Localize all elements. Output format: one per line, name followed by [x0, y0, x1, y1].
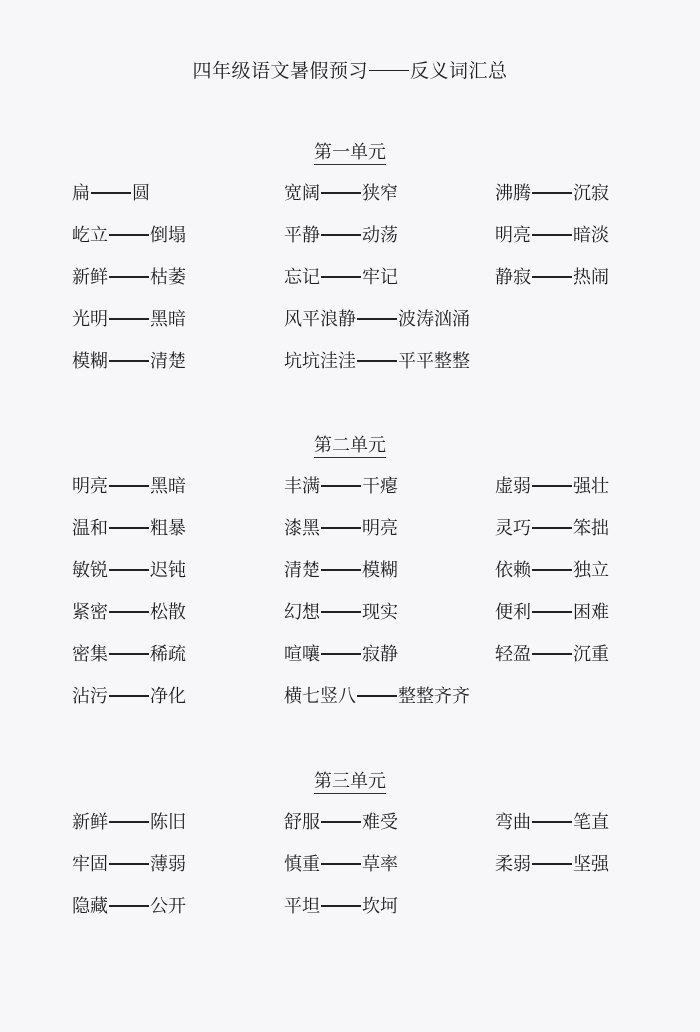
antonym-pair [72, 224, 186, 248]
antonym-word: 平平整整 [398, 351, 470, 372]
antonym-row [0, 475, 700, 517]
antonym-word: 明亮 [362, 518, 398, 539]
word: 风平浪静 [284, 309, 356, 330]
antonym-row [0, 811, 700, 853]
unit-title [0, 771, 700, 793]
dash [109, 318, 149, 319]
antonym-pair [495, 224, 609, 248]
antonym-row [0, 517, 700, 559]
word: 依赖 [495, 560, 531, 581]
antonym-row [0, 601, 700, 643]
word: 沾污 [72, 686, 108, 707]
antonym-word: 强壮 [573, 476, 609, 497]
antonym-word: 难受 [362, 812, 398, 833]
antonym-pair [72, 350, 186, 374]
antonym-word: 净化 [150, 686, 186, 707]
antonym-row [0, 266, 700, 308]
dash [321, 611, 361, 612]
dash [321, 905, 361, 906]
dash [109, 905, 149, 906]
word: 清楚 [284, 560, 320, 581]
antonym-pair [495, 811, 609, 835]
dash [532, 821, 572, 822]
word: 明亮 [495, 225, 531, 246]
antonym-word: 草率 [362, 854, 398, 875]
dash [321, 192, 361, 193]
antonym-word: 干瘪 [362, 476, 398, 497]
antonym-pair [495, 601, 609, 625]
word: 明亮 [72, 476, 108, 497]
antonym-pair [284, 224, 398, 248]
antonym-row [0, 895, 700, 937]
page-title [0, 56, 700, 83]
antonym-word: 笨拙 [573, 518, 609, 539]
antonym-word: 清楚 [150, 351, 186, 372]
antonym-word: 松散 [150, 602, 186, 623]
antonym-pair [72, 643, 186, 667]
antonym-word: 稀疏 [150, 644, 186, 665]
antonym-pair [495, 853, 609, 877]
antonym-row [0, 182, 700, 224]
antonym-pair [72, 811, 186, 835]
antonym-pair [284, 559, 398, 583]
antonym-word: 现实 [362, 602, 398, 623]
dash [532, 653, 572, 654]
antonym-word: 沉寂 [573, 183, 609, 204]
word: 舒服 [284, 812, 320, 833]
antonym-pair [284, 643, 398, 667]
word: 平静 [284, 225, 320, 246]
word: 虚弱 [495, 476, 531, 497]
word: 宽阔 [284, 183, 320, 204]
antonym-word: 独立 [573, 560, 609, 581]
dash [109, 695, 149, 696]
antonym-pair [72, 685, 186, 709]
antonym-pair [72, 601, 186, 625]
dash [532, 527, 572, 528]
antonym-word: 狭窄 [362, 183, 398, 204]
antonym-word: 笔直 [573, 812, 609, 833]
dash [321, 234, 361, 235]
dash [109, 653, 149, 654]
antonym-pair [284, 182, 398, 206]
dash [532, 234, 572, 235]
antonym-word: 公开 [150, 896, 186, 917]
word: 扁 [72, 183, 90, 204]
word: 静寂 [495, 267, 531, 288]
antonym-word: 倒塌 [150, 225, 186, 246]
antonym-row [0, 685, 700, 727]
antonym-word: 热闹 [573, 267, 609, 288]
antonym-pair [72, 853, 186, 877]
antonym-row [0, 559, 700, 601]
word: 新鲜 [72, 267, 108, 288]
antonym-pair [495, 517, 609, 541]
antonym-pair [284, 475, 398, 499]
dash [321, 569, 361, 570]
word: 新鲜 [72, 812, 108, 833]
antonym-row [0, 308, 700, 350]
unit-title-text: 第三单元 [314, 771, 386, 792]
word: 漆黑 [284, 518, 320, 539]
antonym-row [0, 853, 700, 895]
word: 便利 [495, 602, 531, 623]
word: 模糊 [72, 351, 108, 372]
antonym-word: 牢记 [362, 267, 398, 288]
word: 喧嚷 [284, 644, 320, 665]
antonym-word: 动荡 [362, 225, 398, 246]
dash [357, 318, 397, 319]
antonym-row [0, 350, 700, 392]
word: 坑坑洼洼 [284, 351, 356, 372]
antonym-word: 迟钝 [150, 560, 186, 581]
dash [109, 527, 149, 528]
word: 牢固 [72, 854, 108, 875]
unit-title [0, 142, 700, 164]
title-dash [369, 70, 409, 71]
antonym-pair [284, 685, 470, 709]
antonym-pair [72, 182, 150, 206]
antonym-pair [72, 308, 186, 332]
dash [321, 276, 361, 277]
antonym-pair [495, 475, 609, 499]
page-title-left: 四年级语文暑假预习 [192, 60, 368, 82]
antonym-pair [72, 475, 186, 499]
antonym-row [0, 224, 700, 266]
dash [109, 611, 149, 612]
antonym-word: 整整齐齐 [398, 686, 470, 707]
dash [109, 485, 149, 486]
antonym-pair [284, 266, 398, 290]
antonym-word: 陈旧 [150, 812, 186, 833]
dash [109, 863, 149, 864]
antonym-pair [495, 643, 609, 667]
antonym-word: 黑暗 [150, 476, 186, 497]
antonym-word: 坎坷 [362, 896, 398, 917]
word: 灵巧 [495, 518, 531, 539]
unit-title [0, 435, 700, 457]
antonym-pair [284, 350, 470, 374]
antonym-list [0, 811, 700, 937]
dash [109, 276, 149, 277]
dash [109, 360, 149, 361]
dash [357, 695, 397, 696]
word: 慎重 [284, 854, 320, 875]
dash [532, 611, 572, 612]
antonym-word: 圆 [132, 183, 150, 204]
dash [91, 192, 131, 193]
antonym-pair [284, 517, 398, 541]
word: 丰满 [284, 476, 320, 497]
antonym-pair [495, 266, 609, 290]
word: 温和 [72, 518, 108, 539]
dash [532, 569, 572, 570]
dash [532, 276, 572, 277]
antonym-word: 模糊 [362, 560, 398, 581]
word: 隐藏 [72, 896, 108, 917]
dash [321, 821, 361, 822]
antonym-pair [495, 559, 609, 583]
dash [357, 360, 397, 361]
unit-title-text: 第一单元 [314, 142, 386, 163]
dash [321, 653, 361, 654]
word: 敏锐 [72, 560, 108, 581]
dash [532, 863, 572, 864]
antonym-word: 寂静 [362, 644, 398, 665]
word: 幻想 [284, 602, 320, 623]
word: 密集 [72, 644, 108, 665]
word: 弯曲 [495, 812, 531, 833]
unit-title-text: 第二单元 [314, 435, 386, 456]
dash [532, 192, 572, 193]
antonym-pair [284, 853, 398, 877]
antonym-row [0, 643, 700, 685]
dash [321, 485, 361, 486]
word: 忘记 [284, 267, 320, 288]
word: 横七竖八 [284, 686, 356, 707]
dash [109, 234, 149, 235]
antonym-pair [284, 308, 470, 332]
antonym-word: 黑暗 [150, 309, 186, 330]
dash [109, 569, 149, 570]
word: 光明 [72, 309, 108, 330]
dash [321, 863, 361, 864]
antonym-list [0, 475, 700, 727]
dash [532, 485, 572, 486]
antonym-word: 困难 [573, 602, 609, 623]
antonym-pair [495, 182, 609, 206]
word: 紧密 [72, 602, 108, 623]
dash [321, 527, 361, 528]
antonym-pair [72, 559, 186, 583]
page-title-right: 反义词汇总 [410, 60, 508, 82]
word: 屹立 [72, 225, 108, 246]
antonym-word: 薄弱 [150, 854, 186, 875]
antonym-pair [284, 601, 398, 625]
antonym-pair [72, 895, 186, 919]
word: 沸腾 [495, 183, 531, 204]
antonym-word: 坚强 [573, 854, 609, 875]
antonym-word: 沉重 [573, 644, 609, 665]
word: 平坦 [284, 896, 320, 917]
antonym-pair [72, 266, 186, 290]
antonym-word: 枯萎 [150, 267, 186, 288]
antonym-pair [72, 517, 186, 541]
antonym-pair [284, 895, 398, 919]
dash [109, 821, 149, 822]
antonym-word: 粗暴 [150, 518, 186, 539]
antonym-list [0, 182, 700, 392]
word: 柔弱 [495, 854, 531, 875]
antonym-word: 暗淡 [573, 225, 609, 246]
word: 轻盈 [495, 644, 531, 665]
antonym-word: 波涛汹涌 [398, 309, 470, 330]
antonym-pair [284, 811, 398, 835]
